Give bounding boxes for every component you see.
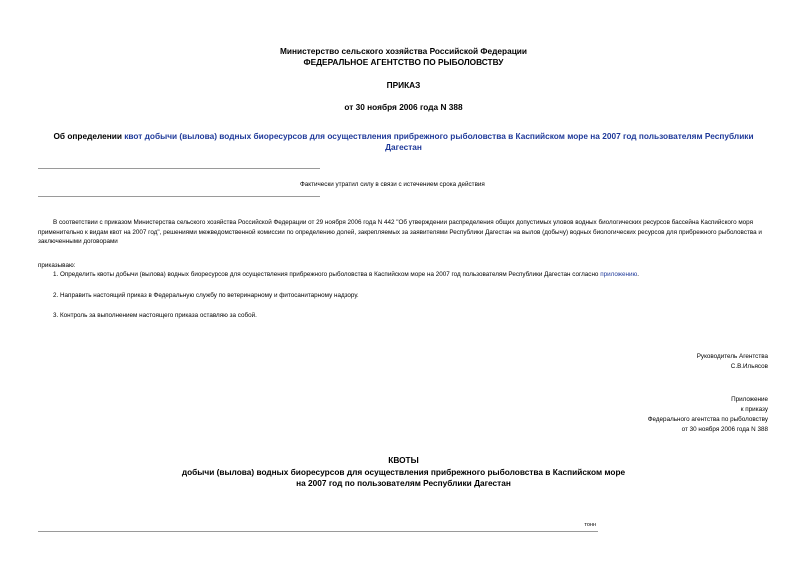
quotas-heading: КВОТЫ xyxy=(388,455,419,465)
divider-top xyxy=(38,168,320,169)
appendix-link[interactable]: приложению xyxy=(600,271,638,278)
quotas-subtitle-1: добычи (вылова) водных биоресурсов для осуществления прибрежного рыболовства в Каспийском море xyxy=(181,467,626,477)
unit-label: тонн xyxy=(584,522,596,528)
preamble-text: В соответствии с приказом Министерства сельского хозяйства Российской Федерации от 29 ноября 2006 года N 442 "Об утверждении распределения общих допустимых уловов водных биологических ресурсов бассейна Каспийского моря применительно к видам квот на 2007 год", решениями межведомственной комиссии по определению долей, закрепляемых за заявителями Республики Дагестан на вылов (добычу) водных биологических ресурсов для прибрежного рыболовства и заключенными договорами xyxy=(38,219,762,245)
agency-name: ФЕДЕРАЛЬНОЕ АГЕНТСТВО ПО РЫБОЛОВСТВУ xyxy=(303,57,504,67)
quotas-subtitle-2: на 2007 год по пользователям Республики Дагестан xyxy=(296,478,511,488)
document-date: от 30 ноября 2006 года N 388 xyxy=(344,102,463,112)
item-1-text: 1. Определить квоты добычи (вылова) водных биоресурсов для осуществления прибрежного рыболовства в Каспийском море на 2007 год пользователям Республики Дагестан согласно xyxy=(53,271,601,278)
subject-link[interactable]: квот добычи (вылова) водных биоресурсов для осуществления прибрежного рыболовства в Каспийском море на 2007 год пользователям Республики Дагестан xyxy=(124,131,754,152)
order-item-3: 3. Контроль за выполнением настоящего приказа оставляю за собой. xyxy=(53,312,257,319)
item-1-end: . xyxy=(637,271,639,278)
signature-position: Руководитель Агентства xyxy=(696,353,768,360)
appendix-label: Приложение xyxy=(731,396,768,403)
table-top-rule xyxy=(38,531,598,532)
document-type: ПРИКАЗ xyxy=(386,80,421,90)
ministry-name: Министерство сельского хозяйства Российской Федерации xyxy=(280,46,527,56)
signature-name: С.В.Ильясов xyxy=(730,363,768,370)
subject-prefix: Об определении xyxy=(53,131,125,141)
appendix-agency: Федерального агентства по рыболовству xyxy=(647,416,768,423)
status-note: Фактически утратил силу в связи с истечением срока действия xyxy=(300,181,485,188)
divider-bottom xyxy=(38,196,320,197)
appendix-to-order: к приказу xyxy=(740,406,768,413)
appendix-date: от 30 ноября 2006 года N 388 xyxy=(681,426,768,433)
order-word: приказываю: xyxy=(38,262,76,269)
order-item-2: 2. Направить настоящий приказ в Федеральную службу по ветеринарному и фитосанитарному надзору. xyxy=(53,292,359,299)
order-item-1 xyxy=(53,270,773,280)
document-subject xyxy=(40,131,767,153)
